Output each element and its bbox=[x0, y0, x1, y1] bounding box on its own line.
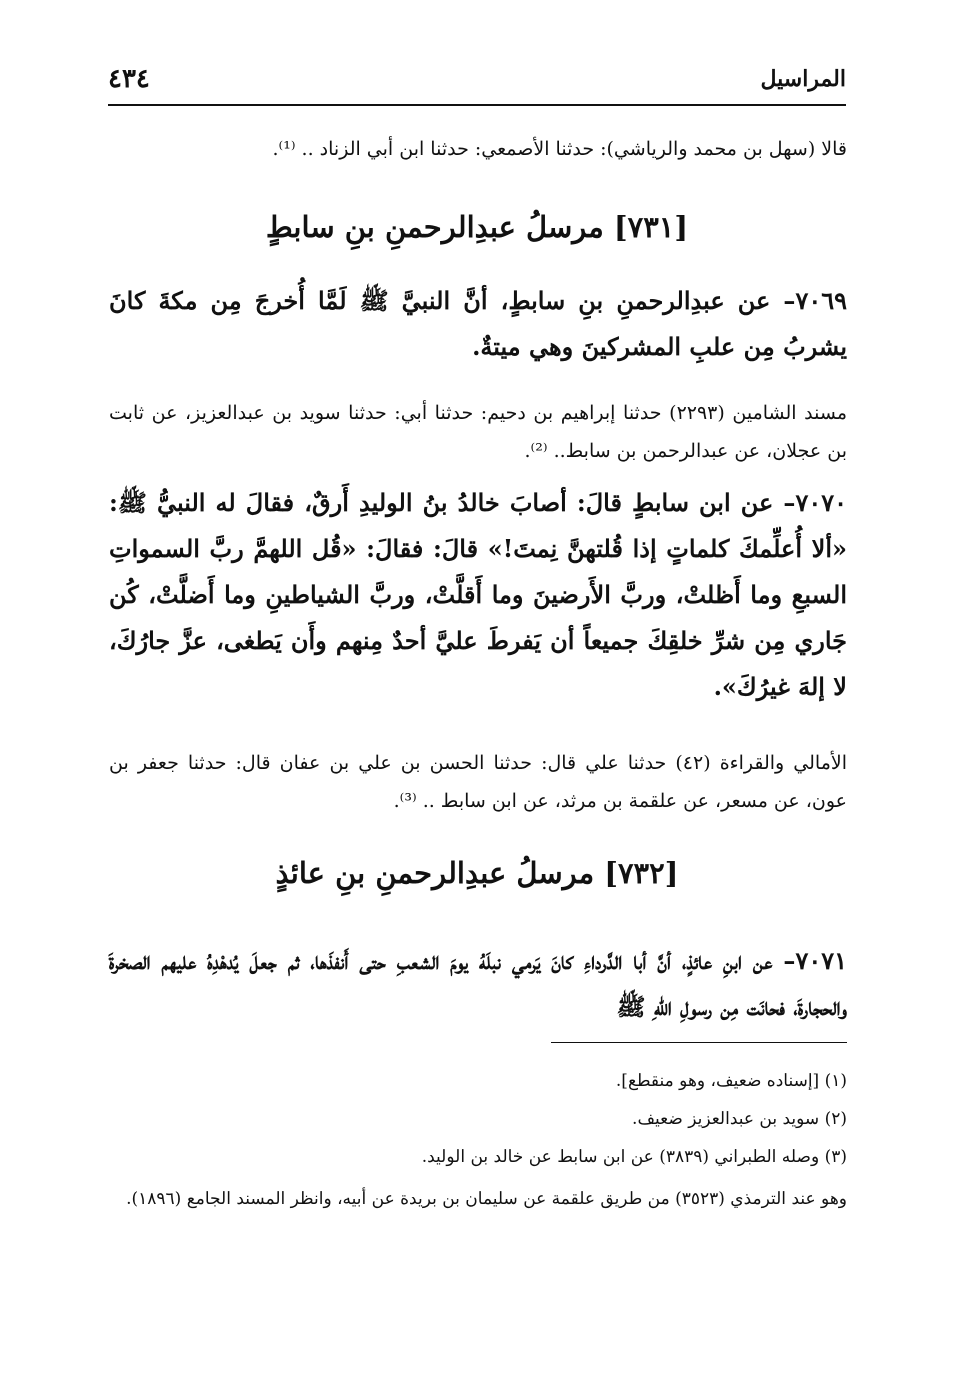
hadith-source-7069: مسند الشامين (٢٢٩٣) حدثنا إبراهيم بن دحيم: حدثنا أبي: حدثنا سويد بن عبدالعزيز، عن ثابت بن عجلان، عن عبدالرحمن بن سابط.. ⁽²⁾. bbox=[109, 402, 847, 462]
footnote-3-continued: وهو عند الترمذي (٣٥٢٣) من طريق علقمة عن سليمان بن بريدة عن أبيه، وانظر المسند الجامع (١٨٩٦). bbox=[126, 1189, 847, 1209]
chapter-heading-731: [٧٣١] مرسلُ عبدِالرحمنِ بنِ سابطٍ bbox=[265, 210, 689, 244]
footnote-3: (٣) وصله الطبراني (٣٨٣٩) عن ابن سابط عن خالد بن الوليد. bbox=[421, 1147, 847, 1167]
hadith-7069: ٧٠٦٩– عن عبدِالرحمنِ بنِ سابطٍ، أنَّ النبيَّ ﷺ لَمَّا أُخرجَ مِن مكةَ كانَ يشربُ مِن علبِ المشركينَ وهي ميتةٌ. bbox=[109, 286, 847, 361]
footnote-separator bbox=[551, 1042, 847, 1043]
chapter-heading-732: [٧٣٢] مرسلُ عبدِالرحمنِ بنِ عائذٍ bbox=[275, 856, 679, 890]
footnote-1: (١) [إسناده ضعيف، وهو منقطع]. bbox=[615, 1071, 847, 1091]
hadith-7071: ٧٠٧١– عن ابنِ عائذٍ، أنَّ أبا الدَّرداءِ كانَ يَرمي نبلَهُ يومَ الشعبِ حتى أَنفذَها، ثم جعلَ يُدهْدِهُ عليهم الصخرةَ والحجارةَ، فحانَت مِن رسولِ اللهِ ﷺ bbox=[109, 946, 847, 1021]
page-number: ٤٣٤ bbox=[108, 64, 150, 94]
hadith-source-7070: الأمالي والقراءة (٤٢) حدثنا علي قال: حدثنا الحسن بن علي بن عفان قال: حدثنا جعفر بن عون، عن مسعر، عن علقمة بن مرثد، عن ابن سابط .. ⁽³⁾. bbox=[109, 752, 847, 812]
hadith-7070: ٧٠٧٠– عن ابن سابطٍ قالَ: أصابَ خالدُ بنُ الوليدِ أَرقٌ، فقالَ له النبيُّ ﷺ: «ألا أُعلِّمكَ كلماتٍ إذا قُلتهنَّ نِمتَ!» قالَ: فقالَ: «قُل اللهمَّ ربَّ السمواتِ السبعِ وما أَظلتْ، وربَّ الأَرضينَ وما أَقلَّتْ، وربَّ الشياطينِ وما أَضلَّتْ، كُن جَاري مِن شرِّ خلقِكَ جميعاً أن يَفرطَ عليَّ أحدٌ مِنهم وأَن يَطغى، عزَّ جارُكَ، لا إلهَ غيرُكَ». bbox=[109, 488, 847, 701]
section-title: المراسيل bbox=[760, 66, 846, 92]
running-header bbox=[108, 52, 846, 106]
intro-line: قالا (سهل بن محمد والرياشي): حدثنا الأصمعي: حدثنا ابن أبي الزناد .. ⁽¹⁾. bbox=[272, 138, 847, 160]
footnote-2: (٢) سويد بن عبدالعزيز ضعيف. bbox=[632, 1109, 847, 1129]
